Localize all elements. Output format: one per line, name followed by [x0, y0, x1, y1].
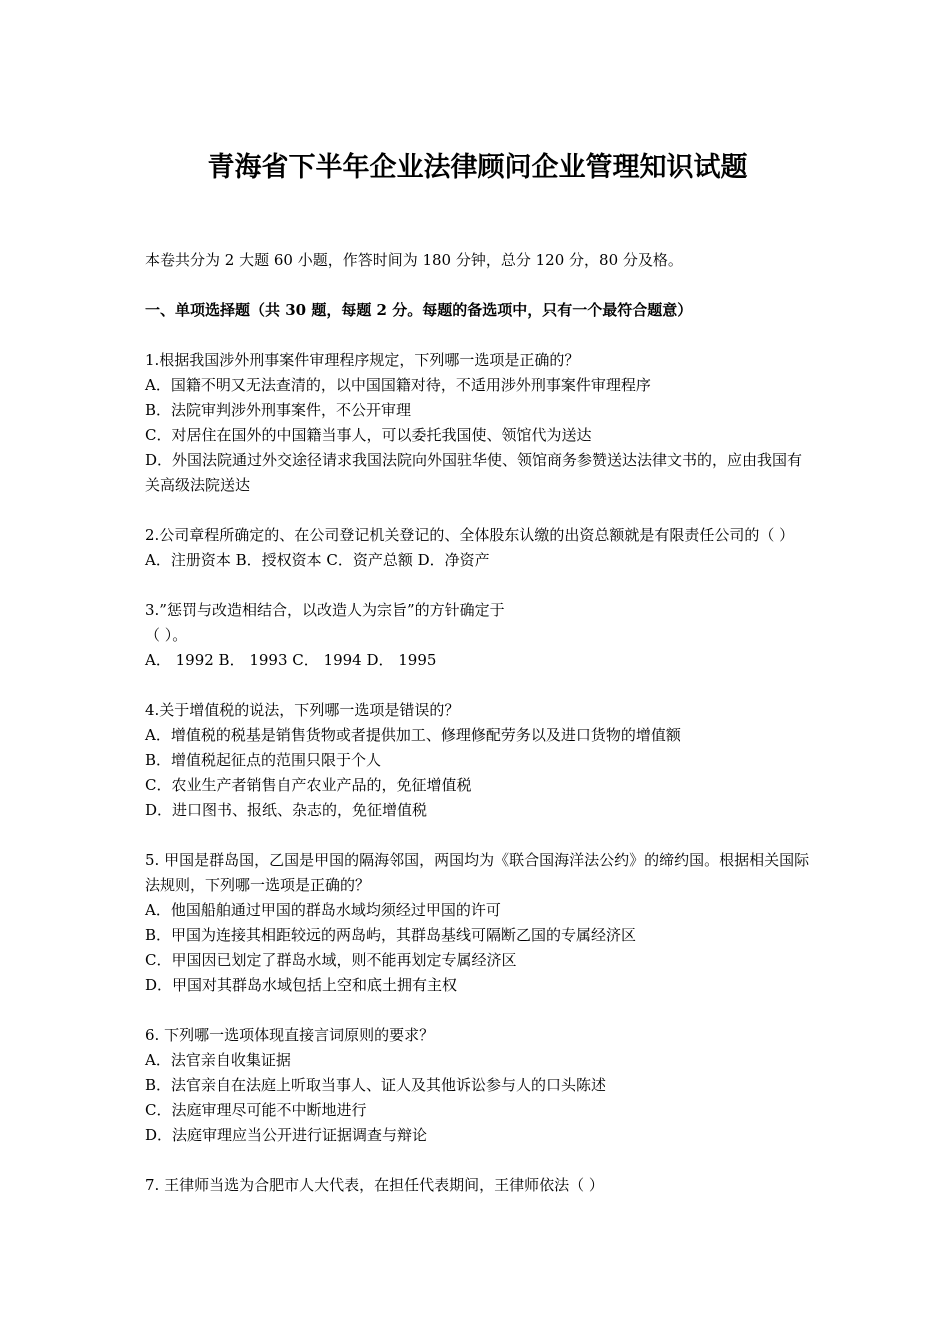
question-option: A．国籍不明又无法查清的，以中国国籍对待，不适用涉外刑事案件审理程序	[145, 376, 651, 394]
document-body	[145, 248, 810, 1223]
exam-intro: 本卷共分为 2 大题 60 小题，作答时间为 180 分钟，总分 120 分，80 分及格。	[145, 251, 683, 269]
question-option: D．外国法院通过外交途径请求我国法院向外国驻华使、领馆商务参赞送达法律文书的，应由我国有关高级法院送达	[145, 451, 803, 494]
question-2	[145, 523, 810, 573]
question-stem: 6. 下列哪一选项体现直接言词原则的要求？	[145, 1026, 435, 1044]
question-option: B．法官亲自在法庭上听取当事人、证人及其他诉讼参与人的口头陈述	[145, 1076, 607, 1094]
section-heading-single-choice: 一、单项选择题（共 30 题，每题 2 分。每题的备选项中，只有一个最符合题意）	[145, 301, 693, 319]
question-3	[145, 598, 810, 673]
question-stem: 4.关于增值税的说法，下列哪一选项是错误的？	[145, 701, 460, 719]
question-stem: 2.公司章程所确定的、在公司登记机关登记的、全体股东认缴的出资总额就是有限责任公司的（ ）	[145, 526, 795, 544]
question-7	[145, 1173, 810, 1198]
question-stem: 3.”惩罚与改造相结合，以改造人为宗旨”的方针确定于	[145, 601, 505, 619]
question-option: A．他国船舶通过甲国的群岛水域均须经过甲国的许可	[145, 901, 501, 919]
question-option: C．甲国因已划定了群岛水域，则不能再划定专属经济区	[145, 951, 517, 969]
question-stem: 5. 甲国是群岛国，乙国是甲国的隔海邻国，两国均为《联合国海洋法公约》的缔约国。根据相关国际法规则，下列哪一选项是正确的？	[145, 851, 810, 894]
question-1	[145, 348, 810, 498]
question-option: A．注册资本 B．授权资本 C．资产总额 D．净资产	[145, 551, 490, 569]
question-option: C．对居住在国外的中国籍当事人，可以委托我国使、领馆代为送达	[145, 426, 592, 444]
question-option: C．法庭审理尽可能不中断地进行	[145, 1101, 367, 1119]
question-option: C．农业生产者销售自产农业产品的，免征增值税	[145, 776, 472, 794]
document-title: 青海省下半年企业法律顾问企业管理知识试题	[207, 152, 748, 183]
question-option: A． 1992 B． 1993 C． 1994 D． 1995	[145, 651, 437, 669]
question-option: B．增值税起征点的范围只限于个人	[145, 751, 382, 769]
question-4	[145, 698, 810, 823]
question-option: B．甲国为连接其相距较远的两岛屿，其群岛基线可隔断乙国的专属经济区	[145, 926, 637, 944]
question-option: D．法庭审理应当公开进行证据调查与辩论	[145, 1126, 428, 1144]
question-option: （ ）。	[145, 626, 188, 644]
question-6	[145, 1023, 810, 1148]
question-5	[145, 848, 810, 998]
question-option: D．甲国对其群岛水域包括上空和底土拥有主权	[145, 976, 458, 994]
question-option: A．增值税的税基是销售货物或者提供加工、修理修配劳务以及进口货物的增值额	[145, 726, 681, 744]
question-option: D．进口图书、报纸、杂志的，免征增值税	[145, 801, 428, 819]
question-option: A．法官亲自收集证据	[145, 1051, 291, 1069]
question-stem: 1.根据我国涉外刑事案件审理程序规定，下列哪一选项是正确的？	[145, 351, 580, 369]
question-stem: 7. 王律师当选为合肥市人大代表，在担任代表期间，王律师依法（ ）	[145, 1176, 604, 1194]
question-option: B．法院审判涉外刑事案件，不公开审理	[145, 401, 412, 419]
